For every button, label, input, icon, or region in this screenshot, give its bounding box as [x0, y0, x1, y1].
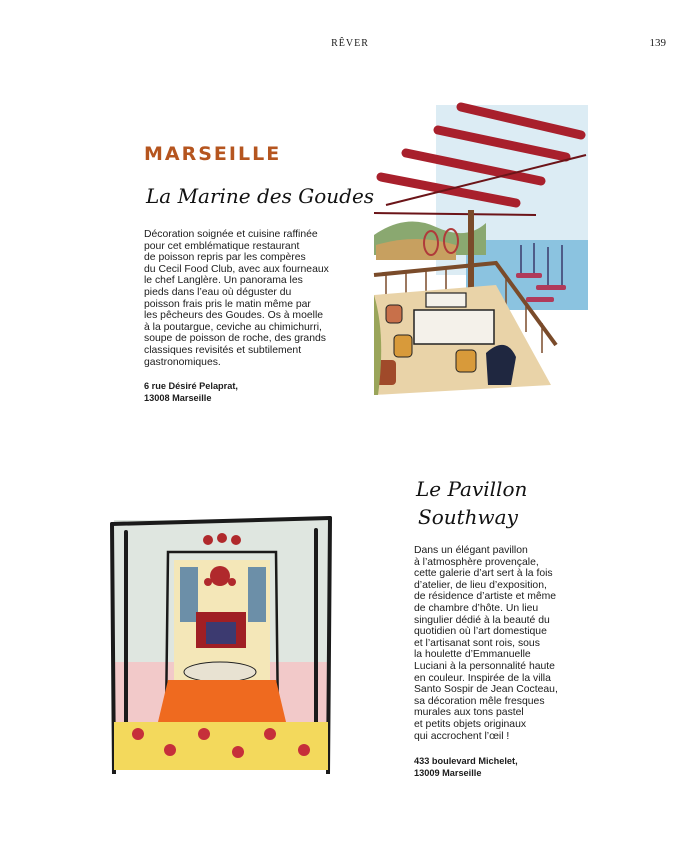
- text-line: et petits objets originaux: [414, 718, 527, 730]
- text-line: à l’atmosphère provençale,: [414, 556, 539, 568]
- text-line: de chambre d’hôte. Un lieu: [414, 602, 539, 614]
- text-line: le chef Langlère. Un panorama les: [144, 275, 303, 287]
- text-line: et l’artisanat sont rois, sous: [414, 637, 540, 649]
- section-city-title: MARSEILLE: [144, 143, 282, 165]
- text-line: quotidien où l’art domestique: [414, 626, 547, 638]
- text-line: à la poutargue, ceviche au chimichurri,: [144, 321, 322, 333]
- text-line: la houlette d’Emmanuelle: [414, 649, 531, 661]
- pavilion-interior-illustration: [108, 512, 336, 774]
- text-line: sa décoration mêle fresques: [414, 695, 545, 707]
- text-line: d’atelier, de lieu d’exposition,: [414, 579, 547, 591]
- text-line: poisson frais pris le matin même par: [144, 298, 311, 310]
- text-line: Dans un élégant pavillon: [414, 545, 528, 556]
- address-line: 6 rue Désiré Pelaprat,: [144, 381, 238, 391]
- text-line: classiques revisités et subtilement: [144, 344, 302, 356]
- venue-1-address: [144, 380, 238, 404]
- text-line: qui accrochent l’œil !: [414, 730, 510, 742]
- text-line: cette galerie d’art sert à la fois: [414, 568, 553, 580]
- venue-2-address: [414, 755, 518, 779]
- address-line: 13009 Marseille: [414, 768, 482, 778]
- text-line: de poisson repris par les compères: [144, 252, 306, 264]
- text-line: de résidence d’artiste et même: [414, 591, 557, 603]
- text-line: soupe de poisson de roche, des grands: [144, 333, 326, 345]
- text-line: pour cet emblématique restaurant: [144, 240, 300, 252]
- text-line: singulier dédié à la beauté du: [414, 614, 550, 626]
- text-line: gastronomiques.: [144, 356, 221, 368]
- restaurant-terrace-illustration: [366, 95, 592, 405]
- venue-1-name: La Marine des Goudes: [146, 184, 375, 208]
- text-line: murales aux tons pastel: [414, 707, 524, 719]
- venue-2-name-line-1: Le Pavillon: [416, 477, 528, 501]
- text-line: Luciani à la personnalité haute: [414, 660, 555, 672]
- text-line: en couleur. Inspirée de la villa: [414, 672, 551, 684]
- venue-2-description: [414, 545, 614, 742]
- text-line: du Cecil Food Club, avec aux fourneaux: [144, 263, 329, 275]
- address-line: 433 boulevard Michelet,: [414, 756, 518, 766]
- text-line: Décoration soignée et cuisine raffinée: [144, 229, 318, 240]
- running-head: RÊVER: [331, 38, 369, 49]
- venue-2-name-line-2: Southway: [418, 505, 518, 529]
- address-line: 13008 Marseille: [144, 393, 212, 403]
- venue-1-description: [144, 229, 344, 368]
- text-line: pieds dans l’eau où déguster du: [144, 286, 292, 298]
- page-number: 139: [649, 37, 666, 49]
- text-line: les pêcheurs des Goudes. Os à moelle: [144, 310, 324, 322]
- text-line: Santo Sospir de Jean Cocteau,: [414, 684, 558, 696]
